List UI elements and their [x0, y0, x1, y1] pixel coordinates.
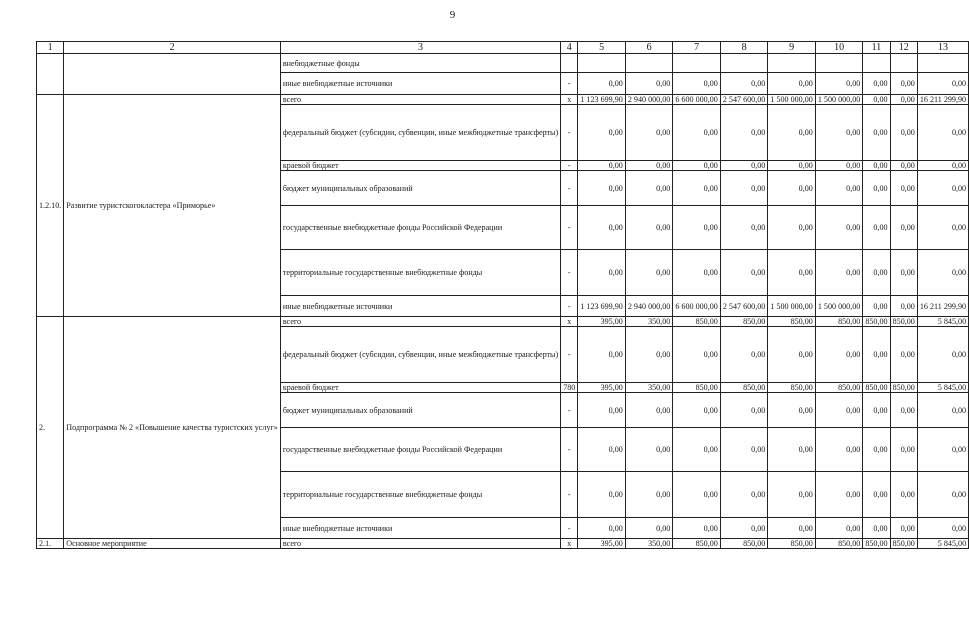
- funding-source: государственные внебюджетные фонды Российской Федерации: [280, 206, 560, 250]
- amount-cell: 0,00: [815, 327, 863, 383]
- amount-cell: 0,00: [815, 428, 863, 472]
- budget-code: x: [561, 95, 578, 105]
- amount-cell: 395,00: [578, 317, 626, 327]
- funding-source: краевой бюджет: [280, 383, 560, 393]
- amount-cell: 0,00: [578, 250, 626, 296]
- amount-cell: [890, 54, 917, 73]
- amount-cell: 850,00: [863, 383, 890, 393]
- budget-code: -: [561, 518, 578, 539]
- amount-cell: 0,00: [917, 73, 968, 95]
- amount-cell: 850,00: [890, 317, 917, 327]
- column-header: 5: [578, 42, 626, 54]
- amount-cell: 0,00: [917, 171, 968, 206]
- amount-cell: 0,00: [890, 428, 917, 472]
- amount-cell: 0,00: [625, 518, 673, 539]
- amount-cell: 16 211 299,90: [917, 296, 968, 317]
- amount-cell: 850,00: [720, 539, 768, 549]
- funding-source: всего: [280, 317, 560, 327]
- amount-cell: 850,00: [815, 317, 863, 327]
- amount-cell: 850,00: [720, 383, 768, 393]
- amount-cell: 0,00: [768, 393, 816, 428]
- amount-cell: 0,00: [768, 428, 816, 472]
- row-code: [37, 54, 64, 95]
- funding-source: бюджет муниципальных образований: [280, 393, 560, 428]
- amount-cell: 850,00: [890, 539, 917, 549]
- funding-source: территориальные государственные внебюджетные фонды: [280, 250, 560, 296]
- amount-cell: 0,00: [815, 161, 863, 171]
- budget-code: -: [561, 472, 578, 518]
- budget-code: -: [561, 105, 578, 161]
- amount-cell: 0,00: [625, 428, 673, 472]
- amount-cell: 0,00: [578, 393, 626, 428]
- row-code: 1.2.10.: [37, 95, 64, 317]
- column-header: 4: [561, 42, 578, 54]
- amount-cell: 0,00: [917, 250, 968, 296]
- amount-cell: 395,00: [578, 383, 626, 393]
- amount-cell: 0,00: [890, 73, 917, 95]
- amount-cell: 0,00: [720, 171, 768, 206]
- budget-code: -: [561, 393, 578, 428]
- amount-cell: [768, 54, 816, 73]
- column-header: 2: [64, 42, 281, 54]
- amount-cell: 0,00: [673, 327, 721, 383]
- amount-cell: 0,00: [625, 327, 673, 383]
- amount-cell: 0,00: [890, 393, 917, 428]
- amount-cell: 0,00: [578, 327, 626, 383]
- amount-cell: 2 940 000,00: [625, 296, 673, 317]
- amount-cell: 0,00: [863, 250, 890, 296]
- amount-cell: 0,00: [673, 161, 721, 171]
- amount-cell: 0,00: [768, 250, 816, 296]
- amount-cell: 0,00: [578, 206, 626, 250]
- column-header: 6: [625, 42, 673, 54]
- funding-source: федеральный бюджет (субсидии, субвенции, иные межбюджетные трансферты): [280, 327, 560, 383]
- amount-cell: 850,00: [768, 539, 816, 549]
- row-name: [64, 54, 281, 95]
- amount-cell: 850,00: [863, 539, 890, 549]
- amount-cell: 0,00: [917, 472, 968, 518]
- amount-cell: 1 500 000,00: [815, 95, 863, 105]
- amount-cell: 0,00: [917, 206, 968, 250]
- amount-cell: 0,00: [863, 428, 890, 472]
- amount-cell: 0,00: [863, 327, 890, 383]
- amount-cell: 0,00: [815, 393, 863, 428]
- amount-cell: 0,00: [625, 250, 673, 296]
- amount-cell: 0,00: [768, 171, 816, 206]
- amount-cell: 850,00: [720, 317, 768, 327]
- amount-cell: 0,00: [673, 518, 721, 539]
- amount-cell: 0,00: [673, 73, 721, 95]
- funding-source: краевой бюджет: [280, 161, 560, 171]
- amount-cell: 0,00: [625, 472, 673, 518]
- amount-cell: 0,00: [625, 161, 673, 171]
- amount-cell: 0,00: [917, 327, 968, 383]
- amount-cell: 5 845,00: [917, 317, 968, 327]
- amount-cell: 0,00: [720, 472, 768, 518]
- amount-cell: 0,00: [578, 161, 626, 171]
- amount-cell: 5 845,00: [917, 539, 968, 549]
- amount-cell: 850,00: [768, 383, 816, 393]
- column-header: 1: [37, 42, 64, 54]
- amount-cell: 0,00: [863, 73, 890, 95]
- funding-source: иные внебюджетные источники: [280, 73, 560, 95]
- table-row: [37, 317, 969, 327]
- amount-cell: 0,00: [863, 161, 890, 171]
- amount-cell: 0,00: [625, 393, 673, 428]
- amount-cell: [720, 54, 768, 73]
- row-name: Основное мероприятие: [64, 539, 281, 549]
- column-header: 7: [673, 42, 721, 54]
- amount-cell: 0,00: [720, 428, 768, 472]
- column-header: 11: [863, 42, 890, 54]
- budget-code: -: [561, 428, 578, 472]
- amount-cell: 0,00: [673, 393, 721, 428]
- amount-cell: 850,00: [673, 539, 721, 549]
- amount-cell: 0,00: [673, 250, 721, 296]
- amount-cell: 0,00: [917, 393, 968, 428]
- amount-cell: 0,00: [863, 206, 890, 250]
- amount-cell: 0,00: [625, 206, 673, 250]
- column-header: 13: [917, 42, 968, 54]
- amount-cell: 0,00: [673, 428, 721, 472]
- amount-cell: 0,00: [863, 95, 890, 105]
- budget-code: x: [561, 539, 578, 549]
- budget-code: -: [561, 73, 578, 95]
- header-row: [37, 42, 969, 54]
- funding-source: внебюджетные фонды: [280, 54, 560, 73]
- amount-cell: 0,00: [720, 206, 768, 250]
- row-code: 2.1.: [37, 539, 64, 549]
- amount-cell: 0,00: [890, 518, 917, 539]
- amount-cell: [578, 54, 626, 73]
- budget-code: -: [561, 171, 578, 206]
- amount-cell: 0,00: [578, 472, 626, 518]
- amount-cell: 0,00: [863, 105, 890, 161]
- amount-cell: 0,00: [863, 171, 890, 206]
- row-code: 2.: [37, 317, 64, 539]
- amount-cell: 0,00: [890, 95, 917, 105]
- amount-cell: 0,00: [815, 250, 863, 296]
- amount-cell: 0,00: [815, 206, 863, 250]
- amount-cell: 350,00: [625, 383, 673, 393]
- amount-cell: 0,00: [625, 105, 673, 161]
- amount-cell: 1 123 699,90: [578, 95, 626, 105]
- budget-code: [561, 54, 578, 73]
- amount-cell: [863, 54, 890, 73]
- amount-cell: 0,00: [625, 73, 673, 95]
- funding-source: территориальные государственные внебюджетные фонды: [280, 472, 560, 518]
- amount-cell: 6 600 000,00: [673, 296, 721, 317]
- amount-cell: 1 500 000,00: [815, 296, 863, 317]
- funding-source: иные внебюджетные источники: [280, 518, 560, 539]
- amount-cell: 0,00: [890, 327, 917, 383]
- amount-cell: 0,00: [768, 518, 816, 539]
- amount-cell: 850,00: [890, 383, 917, 393]
- amount-cell: 0,00: [720, 161, 768, 171]
- amount-cell: 0,00: [815, 472, 863, 518]
- page-number: 9: [449, 9, 456, 21]
- budget-code: -: [561, 296, 578, 317]
- amount-cell: 0,00: [863, 518, 890, 539]
- amount-cell: 1 500 000,00: [768, 296, 816, 317]
- amount-cell: 0,00: [917, 105, 968, 161]
- funding-source: всего: [280, 539, 560, 549]
- budget-code: -: [561, 161, 578, 171]
- amount-cell: 0,00: [720, 250, 768, 296]
- amount-cell: 0,00: [815, 105, 863, 161]
- amount-cell: 395,00: [578, 539, 626, 549]
- amount-cell: 0,00: [578, 73, 626, 95]
- budget-code: -: [561, 327, 578, 383]
- amount-cell: 0,00: [768, 327, 816, 383]
- amount-cell: 0,00: [768, 105, 816, 161]
- amount-cell: 0,00: [917, 518, 968, 539]
- funding-source: иные внебюджетные источники: [280, 296, 560, 317]
- amount-cell: 850,00: [673, 383, 721, 393]
- amount-cell: 0,00: [720, 73, 768, 95]
- amount-cell: 0,00: [890, 206, 917, 250]
- column-header: 10: [815, 42, 863, 54]
- amount-cell: 0,00: [768, 206, 816, 250]
- amount-cell: 2 547 600,00: [720, 95, 768, 105]
- amount-cell: 0,00: [890, 171, 917, 206]
- funding-source: бюджет муниципальных образований: [280, 171, 560, 206]
- amount-cell: 0,00: [768, 472, 816, 518]
- amount-cell: 0,00: [890, 105, 917, 161]
- column-header: 12: [890, 42, 917, 54]
- amount-cell: 0,00: [578, 518, 626, 539]
- amount-cell: 6 600 000,00: [673, 95, 721, 105]
- row-name: Подпрограмма № 2 «Повышение качества туристских услуг»: [64, 317, 281, 539]
- amount-cell: 16 211 299,90: [917, 95, 968, 105]
- amount-cell: 0,00: [815, 518, 863, 539]
- table-row: [37, 95, 969, 105]
- amount-cell: 0,00: [890, 250, 917, 296]
- amount-cell: 2 547 600,00: [720, 296, 768, 317]
- amount-cell: 0,00: [863, 296, 890, 317]
- amount-cell: 0,00: [768, 73, 816, 95]
- budget-code: -: [561, 206, 578, 250]
- amount-cell: 850,00: [673, 317, 721, 327]
- amount-cell: 0,00: [863, 472, 890, 518]
- budget-code: x: [561, 317, 578, 327]
- amount-cell: 0,00: [890, 296, 917, 317]
- amount-cell: 0,00: [673, 206, 721, 250]
- budget-table: [36, 41, 969, 549]
- amount-cell: 0,00: [578, 428, 626, 472]
- amount-cell: 1 123 699,90: [578, 296, 626, 317]
- funding-source: федеральный бюджет (субсидии, субвенции, иные межбюджетные трансферты): [280, 105, 560, 161]
- amount-cell: 0,00: [768, 161, 816, 171]
- amount-cell: 850,00: [815, 383, 863, 393]
- amount-cell: 0,00: [890, 472, 917, 518]
- amount-cell: 0,00: [815, 73, 863, 95]
- amount-cell: 850,00: [768, 317, 816, 327]
- amount-cell: 2 940 000,00: [625, 95, 673, 105]
- funding-source: государственные внебюджетные фонды Российской Федерации: [280, 428, 560, 472]
- amount-cell: 0,00: [578, 105, 626, 161]
- budget-code: 780: [561, 383, 578, 393]
- amount-cell: 5 845,00: [917, 383, 968, 393]
- funding-source: всего: [280, 95, 560, 105]
- amount-cell: 0,00: [673, 472, 721, 518]
- amount-cell: 1 500 000,00: [768, 95, 816, 105]
- amount-cell: 0,00: [890, 161, 917, 171]
- amount-cell: 0,00: [625, 171, 673, 206]
- amount-cell: [625, 54, 673, 73]
- amount-cell: 0,00: [917, 428, 968, 472]
- amount-cell: [917, 54, 968, 73]
- amount-cell: 0,00: [863, 393, 890, 428]
- table-row: [37, 539, 969, 549]
- column-header: 9: [768, 42, 816, 54]
- amount-cell: 0,00: [720, 105, 768, 161]
- column-header: 8: [720, 42, 768, 54]
- amount-cell: [673, 54, 721, 73]
- budget-code: -: [561, 250, 578, 296]
- table-row: [37, 54, 969, 73]
- amount-cell: 850,00: [815, 539, 863, 549]
- column-header: 3: [280, 42, 560, 54]
- amount-cell: 0,00: [720, 393, 768, 428]
- amount-cell: 0,00: [673, 171, 721, 206]
- row-name: Развитие туристскогокластера «Приморье»: [64, 95, 281, 317]
- amount-cell: 0,00: [720, 518, 768, 539]
- amount-cell: 0,00: [578, 171, 626, 206]
- amount-cell: 0,00: [917, 161, 968, 171]
- amount-cell: 850,00: [863, 317, 890, 327]
- amount-cell: 0,00: [673, 105, 721, 161]
- amount-cell: 0,00: [815, 171, 863, 206]
- amount-cell: 350,00: [625, 539, 673, 549]
- amount-cell: [815, 54, 863, 73]
- amount-cell: 350,00: [625, 317, 673, 327]
- amount-cell: 0,00: [720, 327, 768, 383]
